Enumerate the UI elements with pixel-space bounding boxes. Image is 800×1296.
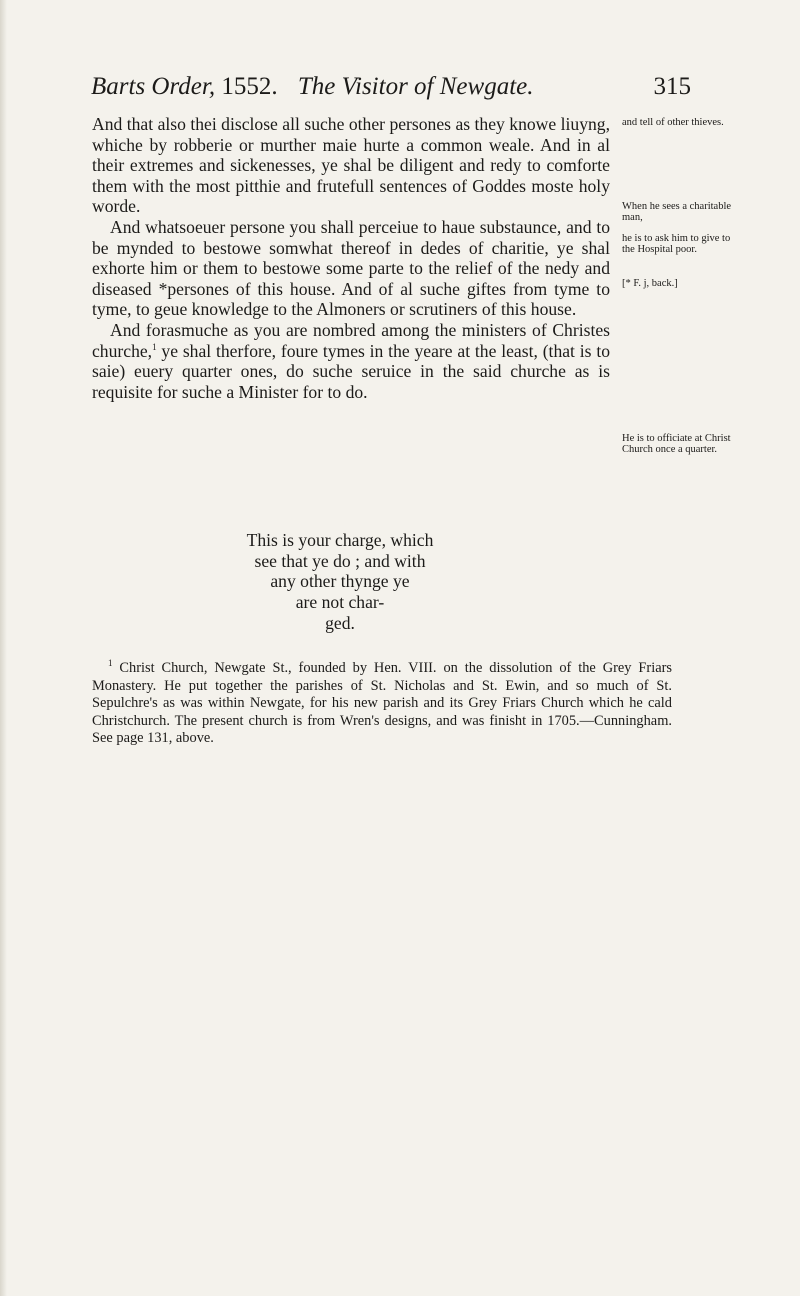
paragraph-2: And whatsoeuer persone you shall perceiue to haue substaunce, and to be mynded to bestowe somwhat thereof in dedes of charitie, ye shal exhorte him or them to bestowe some parte to the relief of the nedy and diseased *persones of this house. And of al suche giftes from tyme to tyme, to geue knowledge to the Almoners or scrutiners of this house.: [92, 216, 610, 320]
running-head-subtitle: The Visitor of Newgate.: [297, 73, 534, 100]
footnote-text: Christ Church, Newgate St., founded by Hen. VIII. on the dissolution of the Grey Friars Monastery. He put together the parishes of St. Nicholas and St. Ewin, and so much of St. Sepulchre's as was within Newgate, for his new parish and its Grey Friars Church which he cald Christchurch. The present church is from Wren's designs, and was finisht in 1705.—Cunningham. See page 131, above.: [92, 660, 672, 747]
charge-line-1: This is your charge, which: [246, 530, 434, 550]
margin-note-thieves: and tell of other thieves.: [622, 117, 724, 128]
paragraph-1: And that also thei disclose all suche other persones as they knowe liuyng, whiche by robberie or murther maie hurte a common weale. And in al their extremes and sickenesses, ye shal be diligent and redy to comforte them with the most pitthie and frutefull sentences of Goddes moste holy worde.: [92, 114, 610, 217]
margin-note-hospital-poor: he is to ask him to give to the Hospital poor.: [622, 233, 731, 255]
footnote: [92, 660, 672, 748]
footnote-mark: 1: [108, 658, 113, 669]
running-head-year: 1552.: [221, 73, 278, 100]
running-head: [91, 72, 691, 102]
page-binding-edge: [0, 0, 7, 1296]
charge-line-4: are not char-: [295, 592, 385, 613]
margin-note-charitable-man: When he sees a charitable man,: [622, 201, 732, 223]
paragraph-3: [92, 320, 610, 402]
closing-charge: [190, 530, 490, 634]
margin-note-folio: [* F. j, back.]: [622, 278, 678, 289]
page-number: 315: [653, 73, 691, 100]
main-text: [92, 114, 610, 402]
charge-line-5: ged.: [325, 612, 355, 633]
margin-note-christ-church: He is to officiate at Christ Church once a quarter.: [622, 433, 731, 455]
charge-line-3: any other thynge ye: [270, 571, 410, 592]
paragraph-3-text-a: And forasmuche as you are nombred among the ministers of Christes churche,: [92, 319, 610, 361]
charge-line-2: see that ye do ; and with: [254, 550, 426, 571]
running-head-title: Barts Order,: [91, 73, 216, 100]
footnote-reference: 1: [152, 341, 157, 352]
paragraph-3-text-b: ye shal therfore, foure tymes in the yeare at the least, (that is to saie) euery quarter ones, do suche seruice in the said churche as is requisite for suche a Minister for to do.: [92, 340, 610, 402]
